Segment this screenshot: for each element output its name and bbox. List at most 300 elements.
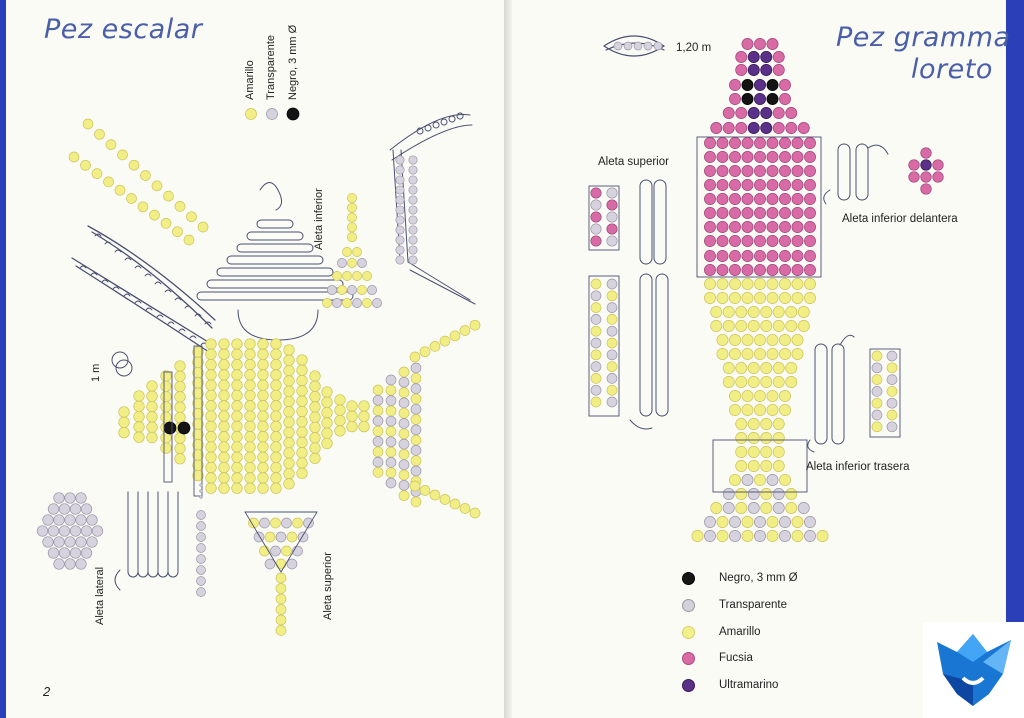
body-bead <box>297 375 308 386</box>
superior-fin-bead <box>607 224 617 234</box>
gramma-bead <box>723 502 734 513</box>
strand-bead <box>187 212 197 222</box>
gramma-bead <box>786 488 797 499</box>
gramma-bead <box>717 250 728 261</box>
fin-bead <box>271 518 281 528</box>
body-bead <box>271 462 282 473</box>
rear-fin-bead <box>887 410 897 420</box>
tail-strand-bead <box>450 331 460 341</box>
gramma-bead <box>729 390 740 401</box>
gramma-bead <box>729 235 740 246</box>
gramma-bead <box>754 79 765 90</box>
body-bead <box>206 442 217 453</box>
superior-fin-bead <box>591 326 601 336</box>
fin-bead <box>342 298 351 307</box>
body-bead <box>147 432 158 443</box>
body-bead <box>147 412 158 423</box>
lateral-bead <box>76 493 87 504</box>
gramma-bead <box>704 151 715 162</box>
gramma-bead <box>742 474 753 485</box>
gramma-bead <box>711 320 722 331</box>
strand-bead <box>92 169 102 179</box>
body-bead <box>258 349 269 360</box>
lateral-bead <box>70 504 81 515</box>
body-bead <box>322 387 333 398</box>
gramma-bead <box>748 107 759 118</box>
lateral-bead <box>59 548 70 559</box>
gramma-bead <box>729 292 740 303</box>
superior-fin-bead <box>591 397 601 407</box>
gramma-bead <box>748 418 759 429</box>
tail-bead <box>399 408 409 418</box>
gramma-bead <box>779 193 790 204</box>
wire-loop <box>168 322 174 324</box>
rear-fin-bead <box>872 410 882 420</box>
superior-fin-bead <box>591 236 601 246</box>
fin-bead <box>322 298 331 307</box>
gramma-bead <box>761 460 772 471</box>
gramma-bead <box>767 207 778 218</box>
body-bead <box>297 386 308 397</box>
gramma-bead <box>773 64 784 75</box>
legend-label-transparente: Transparente <box>719 599 787 611</box>
body-bead <box>359 401 370 412</box>
tail-bead <box>399 449 409 459</box>
strand-bead <box>197 544 206 553</box>
gramma-bead <box>786 502 797 513</box>
tail-strand-bead <box>450 499 460 509</box>
superior-fin-bead <box>607 350 617 360</box>
body-bead <box>271 483 282 494</box>
body-bead <box>284 479 295 490</box>
strand-bead <box>95 129 105 139</box>
gramma-bead <box>704 250 715 261</box>
body-bead <box>206 370 217 381</box>
gramma-bead <box>717 278 728 289</box>
wire-coil <box>260 183 282 211</box>
body-bead <box>175 392 186 403</box>
body-bead <box>232 421 243 432</box>
gramma-bead <box>723 320 734 331</box>
body-bead <box>147 422 158 433</box>
lateral-bead <box>70 548 81 559</box>
gramma-bead <box>779 151 790 162</box>
wire-strand <box>76 266 209 352</box>
gramma-bead <box>717 334 728 345</box>
legend-bead-negro <box>287 108 299 120</box>
fin-bead <box>337 285 346 294</box>
body-bead <box>134 432 145 443</box>
body-bead <box>271 473 282 484</box>
body-bead <box>232 380 243 391</box>
coil-bead <box>634 42 642 50</box>
body-bead <box>297 468 308 479</box>
strand-bead <box>197 511 206 520</box>
gramma-bead <box>767 474 778 485</box>
gramma-bead <box>711 502 722 513</box>
gramma-bead <box>773 320 784 331</box>
superior-fin-bead <box>607 236 617 246</box>
fin-bead <box>347 193 356 202</box>
fin-bead <box>287 559 297 569</box>
gramma-bead <box>717 516 728 527</box>
gramma-bead <box>773 418 784 429</box>
body-bead <box>310 422 321 433</box>
wire-coil <box>815 344 844 444</box>
gramma-bead <box>754 221 765 232</box>
gramma-bead <box>761 432 772 443</box>
body-bead <box>271 380 282 391</box>
gramma-bead <box>748 51 759 62</box>
body-bead <box>310 453 321 464</box>
gramma-bead <box>711 122 722 133</box>
fin-bead <box>276 594 286 604</box>
fin-bead <box>327 285 336 294</box>
superior-fin-bead <box>591 338 601 348</box>
body-bead <box>232 359 243 370</box>
gramma-bead <box>804 193 815 204</box>
wire-coil <box>257 220 293 228</box>
strand-bead <box>127 194 137 204</box>
body-bead <box>232 442 243 453</box>
gramma-bead <box>736 446 747 457</box>
fin-bead <box>287 532 297 542</box>
wire-coil <box>128 492 138 577</box>
fin-bead <box>265 559 275 569</box>
body-bead <box>161 391 172 402</box>
gramma-bead <box>748 122 759 133</box>
body-bead <box>258 401 269 412</box>
tail-bead <box>386 468 396 478</box>
gramma-bead <box>704 530 715 541</box>
gramma-bead <box>754 390 765 401</box>
gramma-bead <box>779 474 790 485</box>
gramma-bead <box>742 530 753 541</box>
superior-fin-bead <box>591 200 601 210</box>
legend-bead-transparente <box>267 109 278 120</box>
gramma-bead <box>817 530 828 541</box>
tail-bead <box>386 427 396 437</box>
superior-fin-bead <box>607 385 617 395</box>
wire-coil <box>168 492 178 577</box>
body-bead <box>245 473 256 484</box>
wire-coil <box>207 280 343 288</box>
body-bead <box>219 339 230 350</box>
gramma-bead <box>723 488 734 499</box>
body-bead <box>297 447 308 458</box>
gramma-bead <box>704 264 715 275</box>
tail-strand-bead <box>410 481 420 491</box>
legend-negro-label: Negro, 3 mm Ø <box>287 24 299 100</box>
wire-loop <box>425 125 431 131</box>
gramma-bead <box>742 151 753 162</box>
body-bead <box>297 417 308 428</box>
body-bead <box>322 397 333 408</box>
superior-fin-bead <box>607 326 617 336</box>
legend-label-fucsia: Fucsia <box>719 652 753 664</box>
tail-strand-bead <box>470 508 480 518</box>
gramma-bead <box>748 376 759 387</box>
gramma-bead <box>767 193 778 204</box>
body-bead <box>271 452 282 463</box>
gramma-bead <box>704 165 715 176</box>
wire-strand <box>72 258 213 345</box>
gramma-bead <box>786 306 797 317</box>
gramma-bead <box>804 221 815 232</box>
tail-bead <box>411 425 421 435</box>
page-number: 2 <box>43 684 51 699</box>
strand-bead <box>118 150 128 160</box>
body-bead <box>271 401 282 412</box>
gramma-bead <box>792 264 803 275</box>
body-bead <box>232 411 243 422</box>
gramma-bead <box>779 207 790 218</box>
tail-bead <box>411 415 421 425</box>
gramma-bead <box>804 292 815 303</box>
gramma-bead <box>792 250 803 261</box>
body-bead <box>310 402 321 413</box>
strand-bead <box>197 577 206 586</box>
frame-bead <box>396 206 404 214</box>
body-bead <box>271 339 282 350</box>
lateral-bead <box>54 515 65 526</box>
body-bead <box>219 411 230 422</box>
gramma-bead <box>792 193 803 204</box>
tail-bead <box>411 394 421 404</box>
legend-label-ultramarino: Ultramarino <box>719 679 779 691</box>
wire-coil <box>238 310 318 340</box>
fin-bead <box>342 247 351 256</box>
tail-bead <box>399 439 409 449</box>
frame-bead <box>396 156 404 164</box>
tail-strand-bead <box>430 490 440 500</box>
fin-bead <box>347 213 356 222</box>
body-bead <box>258 473 269 484</box>
superior-fin-bead <box>607 188 617 198</box>
strand-bead <box>106 140 116 150</box>
gramma-bead <box>779 292 790 303</box>
strand-bead <box>197 522 206 531</box>
lateral-bead <box>59 504 70 515</box>
body-bead <box>245 339 256 350</box>
gramma-bead <box>742 193 753 204</box>
dot-bead <box>200 496 203 499</box>
gramma-bead <box>754 137 765 148</box>
body-bead <box>161 412 172 423</box>
superior-fin-bead <box>591 303 601 313</box>
frame-bead <box>396 226 404 234</box>
gramma-bead <box>742 235 753 246</box>
gramma-bead <box>779 93 790 104</box>
gramma-bead <box>754 348 765 359</box>
gramma-bead <box>729 179 740 190</box>
rear-fin-bead <box>872 386 882 396</box>
strand-bead <box>197 533 206 542</box>
gramma-bead <box>742 38 753 49</box>
gramma-bead <box>767 348 778 359</box>
lateral-bead <box>65 537 76 548</box>
body-bead <box>219 473 230 484</box>
body-bead <box>134 391 145 402</box>
eye-bead <box>164 422 176 434</box>
body-bead <box>232 431 243 442</box>
body-bead <box>245 349 256 360</box>
strand-bead <box>198 222 208 232</box>
gramma-bead <box>736 376 747 387</box>
gramma-bead <box>792 530 803 541</box>
body-bead <box>347 401 358 412</box>
gramma-bead <box>736 502 747 513</box>
body-bead <box>119 407 130 418</box>
fin-bead <box>372 298 381 307</box>
body-bead <box>322 418 333 429</box>
body-bead <box>297 396 308 407</box>
wire-loop <box>190 336 196 338</box>
fin-bead <box>367 285 376 294</box>
body-bead <box>284 427 295 438</box>
gramma-bead <box>754 38 765 49</box>
gramma-bead <box>779 348 790 359</box>
tail-bead <box>411 384 421 394</box>
lower-fin-bead <box>921 184 932 195</box>
wire-coil <box>227 256 323 264</box>
gramma-bead <box>717 151 728 162</box>
aleta-inferior-trasera-label: Aleta inferior trasera <box>806 461 910 473</box>
gramma-bead <box>723 376 734 387</box>
gramma-bead <box>736 460 747 471</box>
aleta-lateral-label: Aleta lateral <box>94 566 106 625</box>
lateral-bead <box>87 537 98 548</box>
body-bead <box>134 411 145 422</box>
lateral-bead <box>59 526 70 537</box>
tail-bead <box>373 437 383 447</box>
body-bead <box>359 411 370 422</box>
rear-fin-bead <box>887 351 897 361</box>
gramma-bead <box>786 362 797 373</box>
fin-bead <box>332 271 341 280</box>
body-bead <box>245 359 256 370</box>
body-bead <box>322 438 333 449</box>
body-bead <box>284 376 295 387</box>
fin-bead <box>260 518 270 528</box>
fin-bead <box>282 546 292 556</box>
superior-fin-bead <box>591 212 601 222</box>
tail-bead <box>373 467 383 477</box>
tail-bead <box>386 478 396 488</box>
gramma-bead <box>723 107 734 118</box>
gramma-bead <box>729 404 740 415</box>
body-bead <box>310 433 321 444</box>
fin-bead <box>276 584 286 594</box>
gramma-bead <box>742 250 753 261</box>
left-page-title: Pez escalar <box>44 14 203 45</box>
tail-bead <box>386 416 396 426</box>
strand-bead <box>115 185 125 195</box>
tail-bead <box>386 447 396 457</box>
gramma-bead <box>748 320 759 331</box>
frame-bead <box>409 216 417 224</box>
wire-loop <box>113 287 119 289</box>
body-bead <box>258 431 269 442</box>
body-bead <box>219 401 230 412</box>
gramma-bead <box>704 221 715 232</box>
tail-strand-bead <box>440 495 450 505</box>
body-bead <box>206 462 217 473</box>
body-bead <box>271 349 282 360</box>
frame-bead <box>409 186 417 194</box>
fin-bead <box>362 298 371 307</box>
gramma-bead <box>742 165 753 176</box>
gramma-bead <box>754 474 765 485</box>
gramma-bead <box>798 502 809 513</box>
gramma-bead <box>704 235 715 246</box>
fin-bead <box>347 285 356 294</box>
body-bead <box>161 402 172 413</box>
gramma-bead <box>754 235 765 246</box>
strand-bead <box>83 119 93 129</box>
rear-fin-bead <box>872 351 882 361</box>
superior-fin-bead <box>607 200 617 210</box>
body-bead <box>310 371 321 382</box>
frame-bead <box>396 186 404 194</box>
gramma-bead <box>754 264 765 275</box>
eye-bead <box>178 422 190 434</box>
body-bead <box>232 473 243 484</box>
gramma-bead <box>761 122 772 133</box>
gramma-bead <box>792 278 803 289</box>
gramma-bead <box>792 151 803 162</box>
frame-bead <box>396 166 404 174</box>
gramma-bead <box>786 320 797 331</box>
gramma-bead <box>773 446 784 457</box>
gramma-bead <box>742 516 753 527</box>
rear-fin-bead <box>872 363 882 373</box>
gramma-bead <box>717 235 728 246</box>
body-bead <box>245 411 256 422</box>
lower-fin-bead <box>933 172 944 183</box>
strand-bead <box>197 566 206 575</box>
gramma-bead <box>729 250 740 261</box>
tail-strand-bead <box>460 504 470 514</box>
body-bead <box>219 442 230 453</box>
wire-loop <box>125 258 131 260</box>
tail-bead <box>373 447 383 457</box>
gramma-bead <box>729 137 740 148</box>
lateral-bead <box>37 526 48 537</box>
body-bead <box>206 411 217 422</box>
tail-bead <box>411 404 421 414</box>
gramma-bead <box>804 530 815 541</box>
body-bead <box>284 345 295 356</box>
tail-strand-bead <box>460 326 470 336</box>
superior-fin-bead <box>607 303 617 313</box>
wire-strand <box>630 420 652 429</box>
gramma-bead <box>736 362 747 373</box>
gramma-bead <box>767 235 778 246</box>
body-bead <box>310 412 321 423</box>
gramma-bead <box>742 221 753 232</box>
lateral-bead <box>81 548 92 559</box>
wire-loop <box>179 329 185 331</box>
gramma-bead <box>754 530 765 541</box>
legend-dot-ultramarino <box>682 679 695 692</box>
gramma-bead <box>748 460 759 471</box>
gramma-bead <box>742 348 753 359</box>
body-bead <box>297 458 308 469</box>
body-bead <box>258 359 269 370</box>
body-bead <box>232 483 243 494</box>
aleta-superior-label-right: Aleta superior <box>598 156 669 168</box>
